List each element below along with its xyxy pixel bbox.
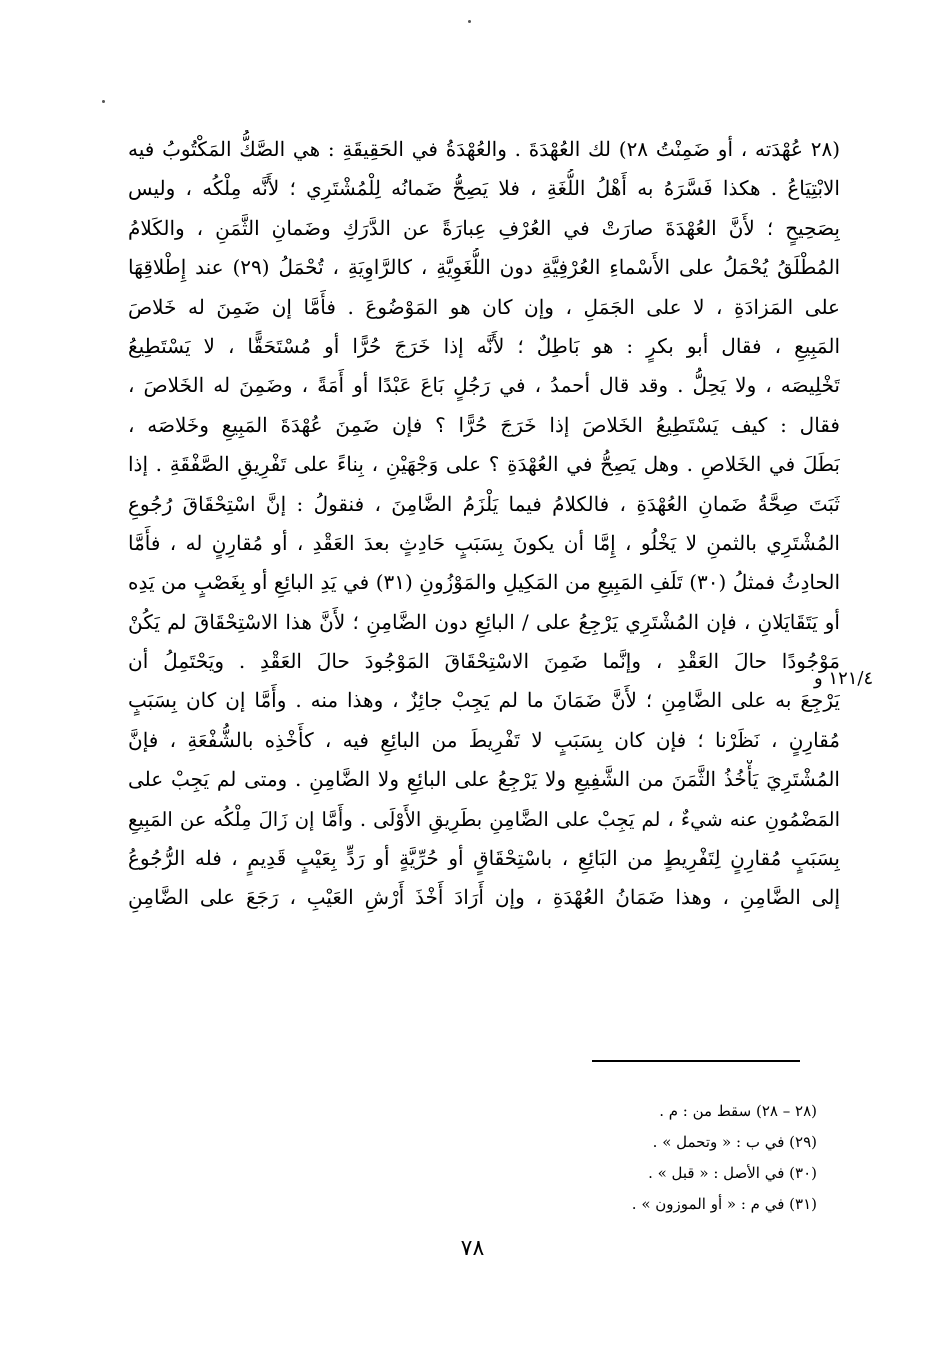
text-line: مَوْجُودًا حالَ العَقْدِ ، وإنَّما ضَمِنَ الاسْتِحْقَاقَ المَوْجُودَ حالَ العَقْدِ . ويَحْتَمِلُ أن — [128, 649, 840, 674]
text-line: تَخْلِيصَه ، ولا يَحِلُّ . وقد قال أحمدُ ، في رَجُلٍ بَاعَ عَبْدًا أو أَمَةً ، وضَمِنَ له الخَلاصَ ، — [128, 373, 840, 398]
footnote-separator — [592, 1060, 800, 1062]
text-line: الابْتِيَاعُ . هكذا فَسَّرَهُ به أَهْلُ اللُّغَةِ ، فلا يَصِحُّ ضَمانُه لِلْمُشْتَرِي ؛ لأَنَّه مِلْكُه ، وليس — [128, 176, 840, 201]
text-line: بِسَبَبٍ مُقارِنٍ لِتَفْرِيطٍ من البَائِعِ ، باسْتِحْقَاقٍ أو حُرِّيَّةٍ أو رَدٍّ بِعَيْبٍ قَدِيمٍ ، فله الرُّجُوعُ — [128, 846, 840, 871]
margin-folio-reference: ١٢١/٤ و — [814, 668, 874, 689]
text-line: أو يَتَقَايَلانِ ، فإن المُشْتَرِي يَرْجِعُ على / البائِعِ دون الضَّامِنِ ؛ لأَنَّ هذا الاسْتِحْقَاقَ لم يَكُنْ — [128, 609, 840, 634]
text-line: المَضْمُونِ عنه شيءٌ ، لم يَجِبْ على الضَّامِنِ بطَرِيقِ الأَوْلَى . وأَمَّا إن زَالَ مِلْكُه عن المَبِيعِ — [128, 807, 840, 831]
text-line: فقال : كيف يَسْتَطِيعُ الخَلاصَ إذا خَرَجَ حُرًّا ؟ فإن ضَمِنَ عُهْدَةَ المَبِيعِ وخَلاصَه ، — [128, 412, 840, 437]
text-line: المُشْتَرِيَ يَأْخُذُ الثَّمَنَ من الشَّفِيعِ ولا يَرْجِعُ على البائِعِ ولا الضَّامِنِ . ومتى لم يَجِبْ على — [128, 767, 840, 792]
text-line: ثَبَتَ صِحَّةُ ضَمانِ العُهْدَةِ ، فالكلامُ فيما يَلْزَمُ الضَّامِنَ ، فنقولُ : إنَّ اسْتِحْقَاقَ رُجُوعِ — [128, 491, 840, 516]
footnote: (٣١) في م : « أو الموزون » . — [631, 1195, 817, 1213]
scan-speck — [468, 20, 471, 23]
text-line: (٢٨ عُهْدَته ، أو ضَمِنْتُ ٢٨) لك العُهْدَةَ . والعُهْدَةُ في الحَقِيقَةِ : هي الصَّكُّ المَكْتُوبُ فيه — [128, 137, 840, 161]
main-text — [128, 130, 840, 918]
text-line: بَطَلَ في الخَلاصِ . وهل يَصِحُّ في العُهْدَةِ ؟ على وَجْهَيْنِ ، بِناءً على تَفْرِيقِ الصَّفْقَةِ . إذا — [128, 452, 840, 477]
text-line: الحادِثُ فمثلُ (٣٠) تَلَفِ المَبِيعِ من المَكِيلِ والمَوْزُونِ (٣١) في يَدِ البائِعِ أو بِغَصْبٍ من يَدِه — [128, 570, 840, 595]
text-line: المُطْلَقُ يُحْمَلُ على الأَسْماءِ العُرْفِيَّةِ دون اللُّغَوِيَّةِ ، كالرَّاوِيَةِ ، تُحْمَلُ (٢٩) عند إِطْلاقِهَا — [128, 255, 840, 280]
text-line: يَرْجِعَ به على الضَّامِنِ ؛ لأَنَّ ضَمَانَ ما لم يَجِبْ جائِزٌ ، وهذا منه . وأَمَّا إن كان بِسَبَبٍ — [128, 688, 840, 713]
text-line: مُقارِنٍ ، نَظَرْنا ؛ فإن كان بِسَبَبٍ لا تَفْرِيطَ من البائِعِ فيه ، كأَخْذِه بالشُّفْعَةِ ، فإنَّ — [128, 727, 840, 752]
footnote: (٣٠) في الأصل : « قبل » . — [648, 1164, 817, 1182]
text-line: إلى الضَّامِنِ ، وهذا ضَمَانُ العُهْدَةِ ، وإن أَرَادَ أَخْذَ أَرْشِ العَيْبِ ، رَجَعَ على الضَّامِنِ — [128, 885, 840, 910]
scan-speck — [102, 100, 105, 103]
text-line: المَبِيعِ ، فقال أبو بكرٍ : هو بَاطِلٌ ؛ لأَنَّه إذا خَرَجَ حُرًّا أو مُسْتَحَقًّا ، لا يَسْتَطِيعُ — [128, 333, 840, 358]
footnote: (٢٩) في ب : « وتحمل » . — [652, 1133, 817, 1151]
footnote: (٢٨ – ٢٨) سقط من : م . — [659, 1102, 817, 1120]
text-line: على المَزادَةِ ، لا على الجَمَلِ ، وإن كان هو المَوْضُوعَ . فأَمَّا إن ضَمِنَ له خَلاصَ — [128, 294, 840, 319]
footnotes — [417, 1096, 817, 1220]
text-line: بِصَحِيحٍ ؛ لأَنَّ العُهْدَةَ صارَتْ في العُرْفِ عِبارَةً عن الدَّرَكِ وضَمانِ الثَّمَنِ ، والكَلامُ — [128, 215, 840, 240]
text-line: المُشْتَرِي بالثمنِ لا يَخْلُو ، إِمَّا أن يكونَ بِسَبَبٍ حَادِثٍ بعدَ العَقْدِ ، أو مُقارِنٍ له ، فأَمَّا — [128, 530, 840, 555]
page-number: ٧٨ — [460, 1236, 485, 1261]
